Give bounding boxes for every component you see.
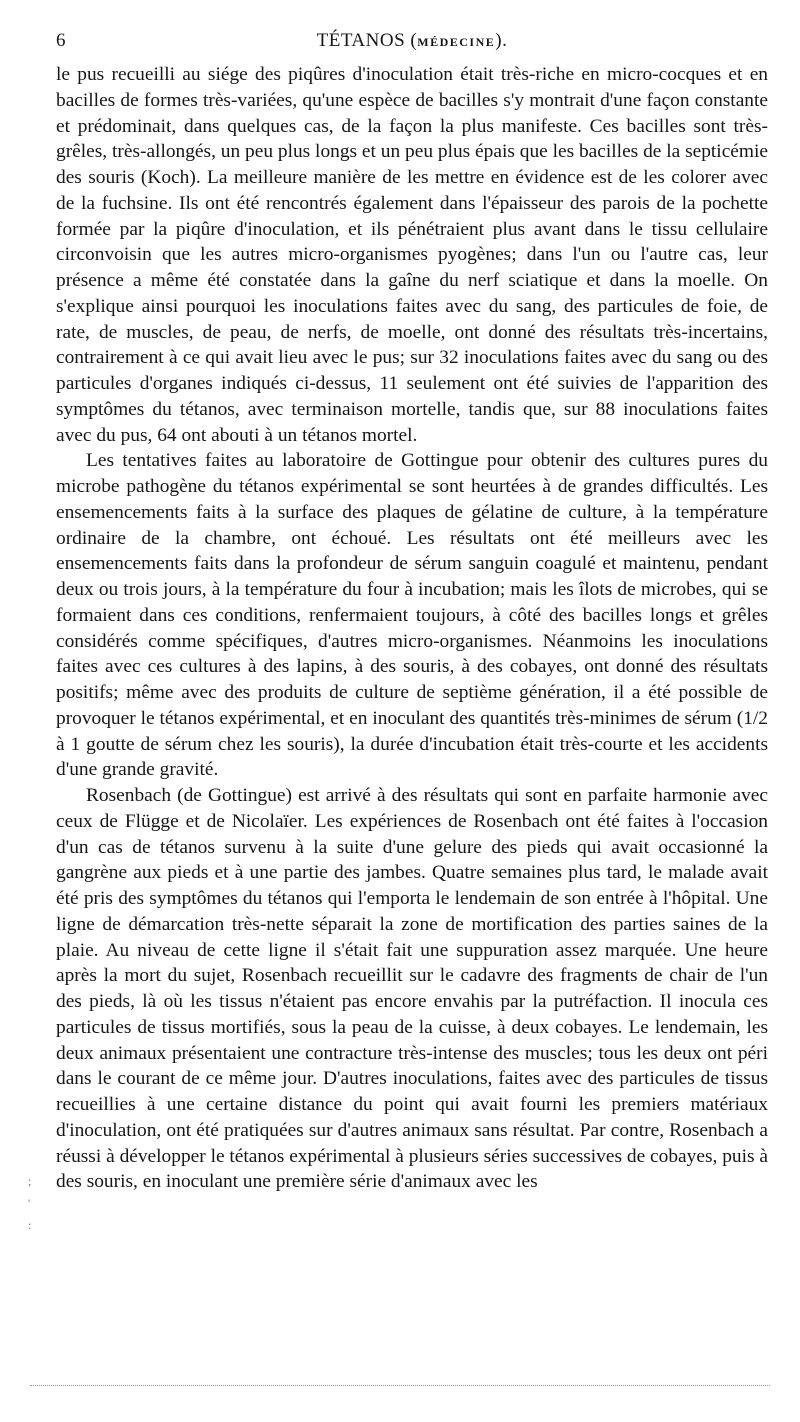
margin-specks: ; ' : [28, 1174, 32, 1232]
body-text [56, 62, 768, 1195]
title-section: MÉDECINE [417, 35, 496, 49]
page-number: 6 [56, 30, 66, 51]
scan-bleed-through [30, 1385, 770, 1388]
paragraph-3: Rosenbach (de Gottingue) est arrivé à des résultats qui sont en parfaite harmonie avec ceux de Flügge et de Nicolaïer. Les expériences de Rosenbach ont été faites à l'occasion d'un cas de tétanos survenu à la suite d'une gelure des pieds qui avait occasionné la gangrène aux pieds et à une partie des jambes. Quatre semaines plus tard, le malade avait été pris des symptômes du tétanos qui l'emporta le lendemain de son entrée à l'hôpital. Une ligne de démarcation très-nette séparait la zone de mortification des parties saines de la plaie. Au niveau de cette ligne il s'était fait une suppuration assez marquée. Une heure après la mort du sujet, Rosenbach recueillit sur le cadavre des fragments de chair de l'un des pieds, là où les tissus n'étaient pas encore envahis par la putréfaction. Il inocula ces particules de tissus mortifiés, sous la peau de la cuisse, à deux cobayes. Le lendemain, les deux animaux présentaient une contracture très-intense des muscles; tous les deux ont péri dans le courant de ce même jour. D'autres inoculations, faites avec des particules de tissus recueillies à une certaine distance du point qui avait fourni les premiers matériaux d'inoculation, ont été pratiquées sur d'autres animaux sans résultat. Par contre, Rosenbach a réussi à développer le tétanos expérimental à plusieurs séries successives de cobayes, puis à des souris, en inoculant une première série d'animaux avec les [56, 785, 768, 1193]
paragraph-2: Les tentatives faites au laboratoire de Gottingue pour obtenir des cultures pures du microbe pathogène du tétanos expérimental se sont heurtées à de grandes difficultés. Les ensemencements faits à la surface des plaques de gélatine de culture, à la température ordinaire de la chambre, ont échoué. Les résultats ont été meilleurs avec les ensemencements faits dans la profondeur de sérum sanguin coagulé et maintenu, pendant deux ou trois jours, à la température du four à incubation; mais les îlots de microbes, qui se formaient dans ces conditions, renfermaient toujours, à côté des bacilles longs et grêles considérés comme spécifiques, d'autres micro-organismes. Néanmoins les inoculations faites avec ces cultures à des lapins, à des souris, à des cobayes, ont donné des résultats positifs; même avec des produits de culture de septième génération, il a été possible de provoquer le tétanos expérimental, et en inoculant des quantités très-minimes de sérum (1/2 à 1 goutte de sérum chez les souris), la durée d'incubation était très-courte et les accidents d'une grande gravité. [56, 450, 768, 781]
paragraph-1: le pus recueilli au siége des piqûres d'inoculation était très-riche en micro-cocques et en bacilles de formes très-variées, qu'une espèce de bacilles s'y montrait d'une façon constante et prédominait, dans quelques cas, de la façon la plus manifeste. Ces bacilles sont très-grêles, très-allongés, un peu plus longs et un peu plus épais que les bacilles de la septicémie des souris (Koch). La meilleure manière de les mettre en évidence est de les colorer avec de la fuchsine. Ils ont été rencontrés également dans l'épaisseur des parois de la pochette formée par la piqûre d'inoculation, et ils pénétraient plus avant dans le tissu cellulaire circonvoisin que les autres micro-organismes pyogènes; dans l'un ou l'autre cas, leur présence a même été constatée dans la gaîne du nerf sciatique et dans la moelle. On s'explique ainsi pourquoi les inoculations faites avec du sang, des particules de foie, de rate, de muscles, de peau, de nerfs, de moelle, ont donné des résultats très-incertains, contrairement à ce qui avait lieu avec le pus; sur 32 inoculations faites avec du sang ou des particules d'organes indiqués ci-dessus, 11 seulement ont été suivies de l'apparition des symptômes du tétanos, avec terminaison mortelle, tandis que, sur 88 inoculations faites avec du pus, 64 ont abouti à un tétanos mortel. [56, 64, 768, 446]
title-end: ). [495, 30, 508, 51]
page-title [56, 30, 768, 52]
running-head [56, 30, 768, 56]
title-main: TÉTANOS ( [316, 30, 418, 51]
